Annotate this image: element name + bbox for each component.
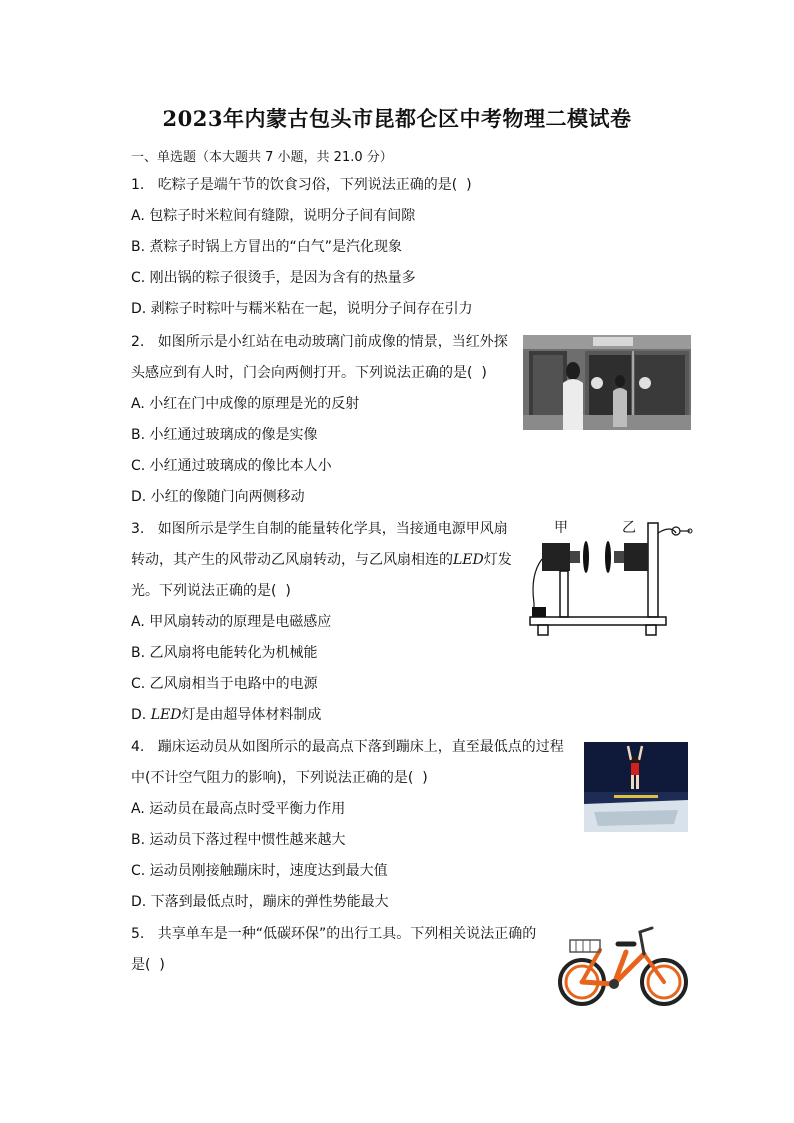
trampoline-photo (584, 742, 688, 832)
question-4-option-d: D. 下落到最低点时，蹦床的弹性势能最大 (131, 894, 389, 910)
section-heading: 一、单选题（本大题共 7 小题，共 21.0 分） (131, 150, 393, 165)
question-3-option-d-text: 灯是由超导体材料制成 (181, 707, 322, 723)
led-term: LED (453, 552, 484, 568)
fan-label-yi: 乙 (622, 520, 636, 536)
question-3-option-d-prefix: D. (131, 707, 147, 723)
question-3-stem-line2-part2: 灯发 (483, 552, 512, 568)
shared-bicycle-illustration (556, 924, 692, 1008)
question-3-option-b: B. 乙风扇将电能转化为机械能 (131, 645, 318, 661)
question-4-option-b: B. 运动员下落过程中惯性越来越大 (131, 832, 346, 848)
page-title: 2023年内蒙古包头市昆都仑区中考物理二模试卷 (162, 106, 632, 131)
question-2-stem-line1: 2. 如图所示是小红站在电动玻璃门前成像的情景，当红外探 (131, 334, 508, 350)
led-term-option: LED (150, 707, 182, 723)
question-1-option-d: D. 剥粽子时粽叶与糯米粘在一起，说明分子间存在引力 (131, 301, 473, 317)
question-3-option-d (131, 705, 321, 725)
question-1-option-a: A. 包粽子时米粒间有缝隙，说明分子间有间隙 (131, 208, 416, 224)
question-2-option-a: A. 小红在门中成像的原理是光的反射 (131, 396, 360, 412)
fan-device-diagram (526, 515, 696, 637)
question-3-stem-line3: 光。下列说法正确的是( ) (131, 583, 291, 599)
question-3-option-a: A. 甲风扇转动的原理是电磁感应 (131, 614, 332, 630)
question-5-stem-line2: 是( ) (131, 957, 165, 973)
question-2-option-c: C. 小红通过玻璃成的像比本人小 (131, 458, 332, 474)
question-3-stem-line2-part1: 转动，其产生的风带动乙风扇转动，与乙风扇相连的 (131, 552, 453, 568)
question-3-stem-line1: 3. 如图所示是学生自制的能量转化学具，当接通电源甲风扇 (131, 521, 508, 537)
question-4-option-c: C. 运动员刚接触蹦床时，速度达到最大值 (131, 863, 388, 879)
question-2-option-d: D. 小红的像随门向两侧移动 (131, 489, 305, 505)
question-1-stem: 1. 吃粽子是端午节的饮食习俗，下列说法正确的是( ) (131, 177, 472, 193)
question-2-option-b: B. 小红通过玻璃成的像是实像 (131, 427, 318, 443)
question-3-option-c: C. 乙风扇相当于电路中的电源 (131, 676, 318, 692)
question-4-option-a: A. 运动员在最高点时受平衡力作用 (131, 801, 346, 817)
glass-door-photo (523, 335, 691, 430)
question-1-option-b: B. 煮粽子时锅上方冒出的“白气”是汽化现象 (131, 239, 403, 255)
question-1-option-c: C. 刚出锅的粽子很烫手，是因为含有的热量多 (131, 270, 416, 286)
fan-label-jia: 甲 (554, 520, 568, 536)
question-4-stem-line1: 4. 蹦床运动员从如图所示的最高点下落到蹦床上，直至最低点的过程 (131, 739, 564, 755)
question-3-stem-line2 (131, 550, 512, 570)
question-2-stem-line2: 头感应到有人时，门会向两侧打开。下列说法正确的是( ) (131, 365, 487, 381)
question-4-stem-line2: 中(不计空气阻力的影响)，下列说法正确的是( ) (131, 770, 428, 786)
question-5-stem-line1: 5. 共享单车是一种“低碳环保”的出行工具。下列相关说法正确的 (131, 926, 537, 942)
